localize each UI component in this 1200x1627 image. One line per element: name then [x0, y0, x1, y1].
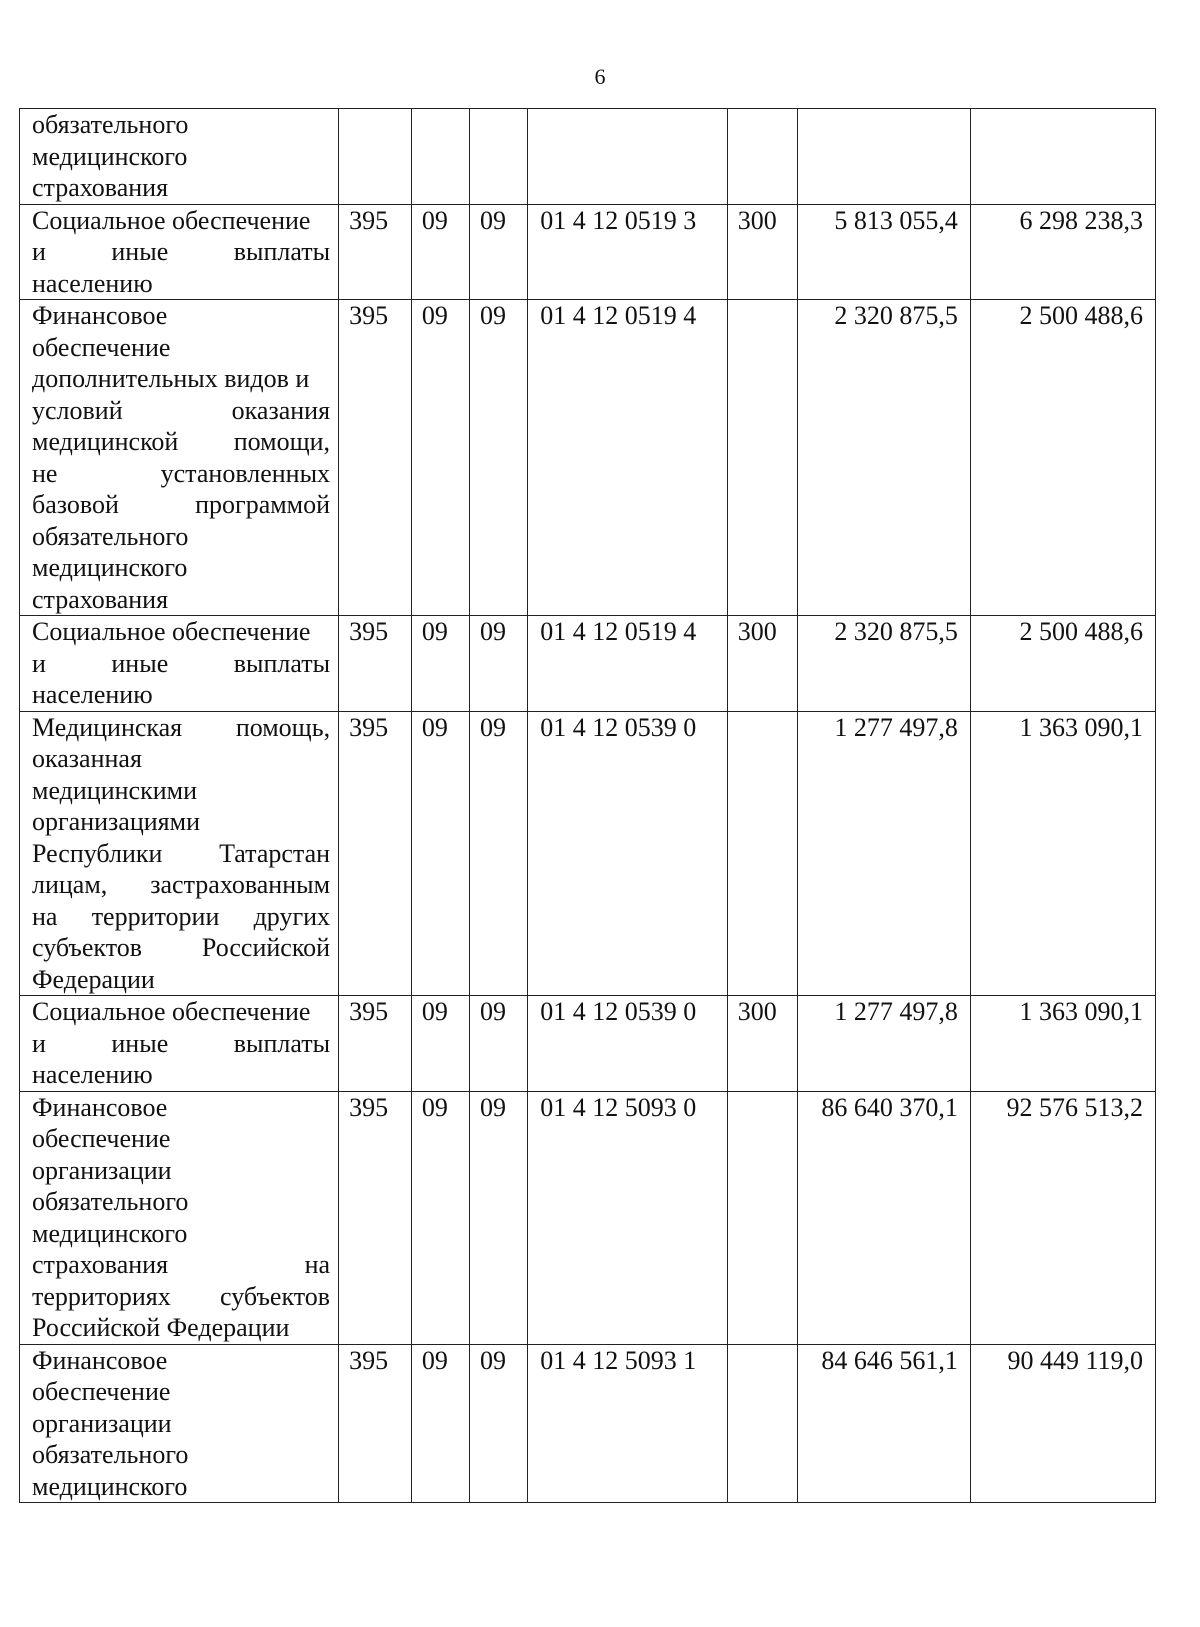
item-name-line	[32, 869, 330, 901]
table-row	[20, 300, 1156, 616]
admin-code-cell: 395	[339, 1344, 412, 1503]
item-name-line	[32, 838, 330, 870]
item-name-word: субъектов	[220, 1281, 331, 1311]
item-name-word: программой	[195, 490, 331, 519]
section-code-cell: 09	[411, 300, 469, 616]
item-name-word: субъектов	[32, 933, 143, 962]
item-name-word: и	[32, 237, 46, 266]
item-name-line: Социальное обеспечение	[32, 205, 311, 235]
item-name-word: застрахованным	[150, 870, 331, 899]
item-name-line: Федерации	[32, 964, 155, 994]
item-name-word: медицинской	[32, 427, 179, 456]
amount-year1-cell: 5 813 055,4	[798, 204, 971, 300]
item-name-line: обязательного	[32, 110, 189, 139]
item-name-word: помощь,	[235, 712, 331, 742]
section-code-cell: 09	[411, 996, 469, 1092]
section-code-cell: 09	[411, 616, 469, 712]
item-name-cell	[20, 1344, 339, 1503]
item-name-word: иные	[111, 237, 169, 266]
item-name-line: медицинского	[32, 1471, 188, 1501]
amount-year2-cell: 92 576 513,2	[970, 1091, 1155, 1344]
amount-year2-cell: 90 449 119,0	[970, 1344, 1155, 1503]
expense-type-cell	[727, 711, 798, 996]
subsection-code-cell	[470, 109, 528, 205]
item-name-word: страхования	[32, 1250, 169, 1279]
item-name-line: медицинскими	[32, 775, 197, 805]
page-number: 6	[594, 64, 606, 89]
amount-year2-cell	[970, 109, 1155, 205]
item-name-line	[32, 395, 330, 427]
subsection-code-cell: 09	[470, 1091, 528, 1344]
item-name-word: Татарстан	[219, 838, 331, 868]
section-code-cell	[411, 109, 469, 205]
item-name-line: обеспечение	[32, 1377, 171, 1406]
item-name-word: иные	[111, 1028, 169, 1058]
item-name-line	[32, 901, 330, 933]
amount-year2-cell: 6 298 238,3	[970, 204, 1155, 300]
item-name-line: медицинского	[32, 553, 188, 582]
item-name-word: на	[32, 901, 58, 931]
amount-year2-cell: 2 500 488,6	[970, 616, 1155, 712]
item-name-cell	[20, 300, 339, 616]
item-name-word: и	[32, 648, 46, 678]
item-name-word: базовой	[32, 490, 119, 519]
item-name-cell	[20, 1091, 339, 1344]
item-name-word: Медицинская	[32, 712, 183, 742]
item-name-line	[32, 236, 330, 268]
item-name-cell	[20, 711, 339, 996]
section-code-cell: 09	[411, 711, 469, 996]
item-name-word: Республики	[32, 838, 163, 868]
item-name-line: организации	[32, 1408, 172, 1438]
item-name-word: иные	[111, 648, 169, 678]
item-name-line: обеспечение	[32, 332, 171, 362]
item-name-line	[32, 458, 330, 490]
admin-code-cell: 395	[339, 616, 412, 712]
item-name-line: обязательного	[32, 521, 189, 551]
table-body	[20, 109, 1156, 1503]
expense-type-cell	[727, 1091, 798, 1344]
item-name-line: Финансовое	[32, 1092, 168, 1122]
item-name-word: на	[304, 1250, 331, 1279]
table-row	[20, 109, 1156, 205]
amount-year1-cell: 86 640 370,1	[798, 1091, 971, 1344]
item-name-line	[32, 932, 330, 964]
target-article-cell: 01 4 12 0519 4	[528, 300, 728, 616]
item-name-word: других	[253, 901, 331, 931]
amount-year1-cell: 84 646 561,1	[798, 1344, 971, 1503]
item-name-word: условий	[32, 395, 123, 425]
expense-type-cell	[727, 300, 798, 616]
item-name-line	[32, 648, 330, 680]
amount-year2-cell: 1 363 090,1	[970, 711, 1155, 996]
target-article-cell	[528, 109, 728, 205]
item-name-line: обязательного	[32, 1440, 189, 1469]
target-article-cell: 01 4 12 0519 4	[528, 616, 728, 712]
subsection-code-cell: 09	[470, 1344, 528, 1503]
item-name-word: не	[32, 458, 58, 488]
item-name-line: обеспечение	[32, 1124, 171, 1153]
amount-year1-cell: 1 277 497,8	[798, 996, 971, 1092]
admin-code-cell: 395	[339, 996, 412, 1092]
budget-table	[19, 108, 1156, 1503]
amount-year2-cell: 1 363 090,1	[970, 996, 1155, 1092]
item-name-line	[32, 1281, 330, 1313]
item-name-line: медицинского	[32, 1218, 188, 1248]
target-article-cell: 01 4 12 5093 1	[528, 1344, 728, 1503]
target-article-cell: 01 4 12 0519 3	[528, 204, 728, 300]
item-name-word: выплаты	[233, 648, 331, 678]
item-name-line: страхования	[32, 584, 169, 614]
item-name-cell	[20, 996, 339, 1092]
item-name-line: Финансовое	[32, 1345, 168, 1375]
table-row	[20, 1091, 1156, 1344]
admin-code-cell: 395	[339, 204, 412, 300]
item-name-word: территориях	[32, 1281, 171, 1311]
item-name-word: помощи,	[233, 427, 331, 456]
expense-type-cell	[727, 109, 798, 205]
admin-code-cell	[339, 109, 412, 205]
item-name-word: оказания	[231, 395, 331, 425]
item-name-line: оказанная	[32, 744, 142, 773]
target-article-cell: 01 4 12 0539 0	[528, 711, 728, 996]
item-name-line: населению	[32, 680, 153, 709]
item-name-line: Финансовое	[32, 301, 168, 330]
item-name-line: дополнительных видов и	[32, 364, 310, 393]
item-name-word: установленных	[160, 458, 331, 488]
section-code-cell: 09	[411, 1091, 469, 1344]
expense-type-cell: 300	[727, 996, 798, 1092]
item-name-line: Российской Федерации	[32, 1313, 290, 1342]
table-row	[20, 616, 1156, 712]
admin-code-cell: 395	[339, 711, 412, 996]
item-name-word: Российской	[201, 933, 331, 962]
item-name-line: населению	[32, 1060, 153, 1089]
table-row	[20, 1344, 1156, 1503]
admin-code-cell: 395	[339, 1091, 412, 1344]
item-name-line	[32, 712, 330, 744]
admin-code-cell: 395	[339, 300, 412, 616]
amount-year2-cell: 2 500 488,6	[970, 300, 1155, 616]
item-name-line: организациями	[32, 807, 200, 836]
amount-year1-cell: 1 277 497,8	[798, 711, 971, 996]
subsection-code-cell: 09	[470, 204, 528, 300]
item-name-line: страхования	[32, 173, 169, 202]
item-name-line: Социальное обеспечение	[32, 617, 311, 646]
table-row	[20, 996, 1156, 1092]
table-row	[20, 204, 1156, 300]
item-name-word: лицам,	[32, 870, 108, 899]
item-name-word: и	[32, 1028, 46, 1058]
subsection-code-cell: 09	[470, 616, 528, 712]
item-name-word: выплаты	[233, 1028, 331, 1058]
item-name-line	[32, 1028, 330, 1060]
item-name-line	[32, 489, 330, 521]
item-name-cell	[20, 616, 339, 712]
item-name-line: обязательного	[32, 1187, 189, 1216]
subsection-code-cell: 09	[470, 711, 528, 996]
item-name-line: Социальное обеспечение	[32, 997, 311, 1026]
subsection-code-cell: 09	[470, 300, 528, 616]
expense-type-cell: 300	[727, 204, 798, 300]
target-article-cell: 01 4 12 5093 0	[528, 1091, 728, 1344]
subsection-code-cell: 09	[470, 996, 528, 1092]
item-name-line	[32, 426, 330, 458]
section-code-cell: 09	[411, 204, 469, 300]
item-name-cell	[20, 204, 339, 300]
section-code-cell: 09	[411, 1344, 469, 1503]
item-name-word: территории	[91, 901, 220, 931]
item-name-line: организации	[32, 1155, 172, 1185]
amount-year1-cell: 2 320 875,5	[798, 300, 971, 616]
item-name-line: населению	[32, 268, 153, 298]
target-article-cell: 01 4 12 0539 0	[528, 996, 728, 1092]
table-row	[20, 711, 1156, 996]
amount-year1-cell	[798, 109, 971, 205]
expense-type-cell	[727, 1344, 798, 1503]
item-name-line	[32, 1249, 330, 1281]
amount-year1-cell: 2 320 875,5	[798, 616, 971, 712]
item-name-line: медицинского	[32, 141, 188, 171]
item-name-cell	[20, 109, 339, 205]
expense-type-cell: 300	[727, 616, 798, 712]
item-name-word: выплаты	[233, 237, 331, 266]
